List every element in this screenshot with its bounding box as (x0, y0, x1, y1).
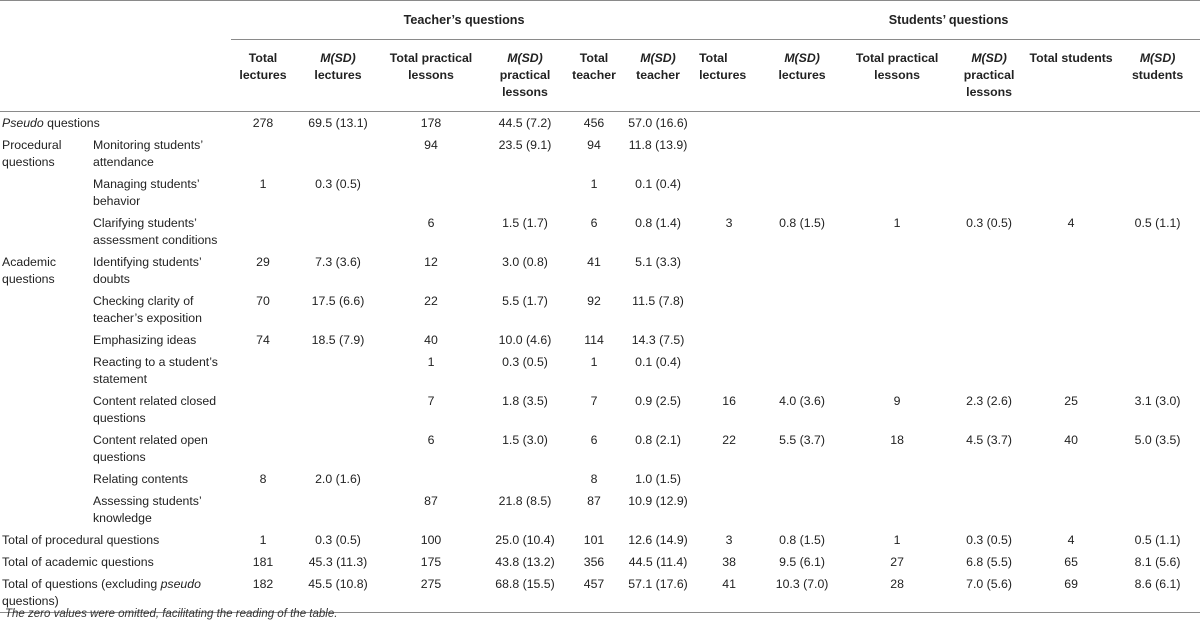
value-cell: 0.5 (1.1) (1134, 533, 1181, 547)
table-row (0, 112, 1200, 135)
value-cell (761, 112, 843, 135)
value-cell (697, 251, 761, 290)
value-cell: 7.0 (5.6) (951, 573, 1027, 613)
value-cell (697, 134, 761, 173)
value-cell: 12.6 (14.9) (628, 533, 688, 547)
col-teacher-msd-teacher (619, 40, 697, 112)
value-cell: 65 (1064, 555, 1078, 569)
col-teacher-total-lectures: Total lectures (231, 40, 295, 112)
value-cell: 1.5 (1.7) (502, 216, 548, 230)
value-cell: 87 (587, 494, 601, 508)
value-cell: 5.0 (3.5) (1134, 433, 1181, 447)
col-teacher-msd-lectures (295, 40, 381, 112)
subcategory-label: Content related closed questions (93, 394, 217, 425)
category-label (0, 429, 91, 468)
value-cell (231, 134, 295, 173)
value-cell: 8.6 (6.1) (1115, 573, 1200, 613)
value-cell: 45.3 (11.3) (308, 555, 368, 569)
value-cell: 1 (259, 533, 267, 547)
category-label: Academic questions (2, 255, 56, 286)
subcategory-label: Emphasizing ideas (93, 333, 197, 347)
value-cell: 68.8 (15.5) (481, 573, 569, 613)
value-cell (295, 351, 381, 390)
msd-suffix: practical lessons (963, 68, 1015, 99)
group-students-questions: Students’ questions (697, 1, 1200, 40)
value-cell: 8 (259, 472, 267, 486)
value-cell: 29 (256, 255, 270, 269)
value-cell (843, 173, 951, 212)
value-cell (843, 251, 951, 290)
value-cell (951, 173, 1027, 212)
table-footnote: The zero values were omitted, facilitating the reading of the table. (5, 608, 338, 620)
value-cell (951, 134, 1027, 173)
col-students-total-lectures: Total lectures (697, 40, 761, 112)
value-cell (295, 490, 381, 529)
value-cell: 27 (890, 555, 904, 569)
value-cell: 3.0 (0.8) (502, 255, 548, 269)
value-cell (1115, 112, 1200, 135)
value-cell: 1.5 (3.0) (502, 433, 548, 447)
value-cell: 100 (420, 533, 442, 547)
value-cell: 10.3 (7.0) (761, 573, 843, 613)
value-cell: 101 (583, 533, 605, 547)
subcategory-label: Managing students’ behavior (93, 177, 200, 208)
value-cell (951, 112, 1027, 135)
value-cell (761, 290, 843, 329)
col-teacher-total-practical: Total practical lessons (381, 40, 481, 112)
value-cell: 0.9 (2.5) (635, 394, 681, 408)
value-cell: 14.3 (7.5) (631, 333, 685, 347)
msd-label: M(SD) (971, 51, 1007, 65)
msd-suffix: lectures (314, 68, 362, 82)
value-cell: 1.0 (1.5) (635, 472, 681, 486)
value-cell (697, 112, 761, 135)
value-cell (381, 468, 481, 490)
value-cell (761, 490, 843, 529)
table-row (0, 134, 1200, 173)
value-cell (1115, 351, 1200, 390)
value-cell: 11.5 (7.8) (632, 294, 684, 308)
group-header-row (0, 1, 1200, 40)
category-label (0, 468, 91, 490)
value-cell: 5.5 (3.7) (779, 433, 825, 447)
value-cell: 8.1 (5.6) (1134, 555, 1181, 569)
subcategory-label: Identifying students’ doubts (93, 255, 202, 286)
category-label (0, 351, 91, 390)
pseudo-label-rest: questions (43, 116, 100, 130)
value-cell: 0.3 (0.5) (315, 177, 361, 191)
value-cell: 18 (890, 433, 904, 447)
value-cell: 23.5 (9.1) (498, 138, 552, 152)
value-cell (761, 173, 843, 212)
value-cell (843, 351, 951, 390)
value-cell (697, 490, 761, 529)
col-students-msd-students (1115, 40, 1200, 112)
category-label (0, 212, 91, 251)
table-row (0, 429, 1200, 468)
subcategory-label: Clarifying students’ assessment conditions (93, 216, 218, 247)
value-cell: 1 (893, 216, 901, 230)
value-cell: 182 (231, 573, 295, 613)
value-cell: 43.8 (13.2) (495, 555, 555, 569)
category-label (0, 173, 91, 212)
value-cell: 1 (893, 533, 901, 547)
subcategory-label: Relating contents (93, 472, 189, 486)
msd-suffix: teacher (636, 68, 680, 82)
value-cell: 6 (590, 216, 598, 230)
header-blank (0, 1, 231, 40)
value-cell: 6.8 (5.5) (966, 555, 1012, 569)
value-cell: 0.3 (0.5) (966, 533, 1012, 547)
group-teacher-questions: Teacher’s questions (231, 1, 697, 40)
value-cell: 0.3 (0.5) (315, 533, 361, 547)
value-cell (1115, 173, 1200, 212)
value-cell: 2.3 (2.6) (966, 394, 1012, 408)
value-cell: 87 (424, 494, 438, 508)
value-cell: 1 (590, 355, 598, 369)
value-cell: 0.8 (1.5) (779, 533, 825, 547)
value-cell: 40 (424, 333, 438, 347)
subcategory-label: Monitoring students’ attendance (93, 138, 203, 169)
value-cell (1027, 173, 1115, 212)
value-cell: 25 (1064, 394, 1078, 408)
value-cell: 5.1 (3.3) (635, 255, 681, 269)
subcategory-label: Content related open questions (93, 433, 208, 464)
value-cell (843, 134, 951, 173)
value-cell (1027, 490, 1115, 529)
msd-label: M(SD) (640, 51, 676, 65)
value-cell (1027, 112, 1115, 135)
value-cell: 275 (381, 573, 481, 613)
value-cell: 0.8 (1.5) (779, 216, 825, 230)
value-cell: 356 (583, 555, 605, 569)
value-cell (1027, 290, 1115, 329)
value-cell (951, 351, 1027, 390)
value-cell: 4.5 (3.7) (966, 433, 1012, 447)
total-label-part: Total of questions (excluding (2, 577, 161, 591)
total-row-academic (0, 551, 1200, 573)
value-cell: 18.5 (7.9) (311, 333, 365, 347)
value-cell (843, 329, 951, 351)
value-cell: 3.1 (3.0) (1134, 394, 1181, 408)
value-cell: 4 (1067, 216, 1075, 230)
value-cell: 178 (420, 116, 442, 130)
table-row (0, 212, 1200, 251)
value-cell: 3 (725, 216, 733, 230)
value-cell: 2.0 (1.6) (315, 472, 361, 486)
value-cell (1115, 468, 1200, 490)
value-cell: 1 (590, 177, 598, 191)
msd-label: M(SD) (784, 51, 820, 65)
row-label (0, 112, 231, 135)
value-cell: 0.3 (0.5) (502, 355, 548, 369)
value-cell (231, 390, 295, 429)
category-label (0, 490, 91, 529)
msd-suffix: practical lessons (499, 68, 551, 99)
value-cell (951, 329, 1027, 351)
value-cell: 41 (697, 573, 761, 613)
value-cell (1027, 468, 1115, 490)
value-cell (697, 173, 761, 212)
value-cell: 9 (893, 394, 901, 408)
value-cell: 38 (722, 555, 736, 569)
value-cell (761, 468, 843, 490)
value-cell: 0.8 (1.4) (635, 216, 681, 230)
value-cell: 181 (252, 555, 274, 569)
value-cell: 10.9 (12.9) (628, 494, 688, 508)
value-cell (843, 468, 951, 490)
value-cell: 12 (424, 255, 438, 269)
value-cell (697, 351, 761, 390)
table-row (0, 173, 1200, 212)
value-cell (1027, 134, 1115, 173)
value-cell (697, 290, 761, 329)
value-cell (1027, 351, 1115, 390)
subcategory-label: Assessing students’ knowledge (93, 494, 202, 525)
col-students-msd-practical (951, 40, 1027, 112)
value-cell (1115, 490, 1200, 529)
col-teacher-msd-practical (481, 40, 569, 112)
value-cell: 69 (1027, 573, 1115, 613)
table-row (0, 490, 1200, 529)
value-cell (843, 290, 951, 329)
msd-suffix: students (1131, 68, 1184, 82)
value-cell: 5.5 (1.7) (502, 294, 548, 308)
value-cell: 278 (252, 116, 274, 130)
value-cell: 7 (590, 394, 598, 408)
value-cell (697, 468, 761, 490)
value-cell (231, 429, 295, 468)
total-label: Total of procedural questions (2, 533, 160, 547)
msd-label: M(SD) (1139, 51, 1176, 65)
value-cell: 6 (427, 433, 435, 447)
value-cell: 74 (256, 333, 270, 347)
msd-suffix: lectures (778, 68, 826, 82)
value-cell: 57.1 (17.6) (619, 573, 697, 613)
value-cell (231, 490, 295, 529)
value-cell (761, 134, 843, 173)
total-row-questions (0, 573, 1200, 613)
msd-label: M(SD) (507, 51, 543, 65)
table-row (0, 390, 1200, 429)
value-cell: 40 (1064, 433, 1078, 447)
value-cell: 0.1 (0.4) (635, 355, 681, 369)
value-cell: 456 (583, 116, 605, 130)
value-cell (1027, 251, 1115, 290)
total-label (0, 573, 231, 613)
category-label: Procedural questions (2, 138, 62, 169)
subcategory-label: Reacting to a student’s statement (93, 355, 218, 386)
value-cell: 1 (259, 177, 267, 191)
value-cell: 92 (587, 294, 601, 308)
value-cell (843, 112, 951, 135)
value-cell: 94 (587, 138, 601, 152)
value-cell: 69.5 (13.1) (308, 116, 368, 130)
value-cell: 8 (590, 472, 598, 486)
value-cell: 16 (722, 394, 736, 408)
value-cell (481, 173, 569, 212)
value-cell (951, 468, 1027, 490)
col-students-msd-lectures (761, 40, 843, 112)
value-cell: 1.8 (3.5) (502, 394, 548, 408)
msd-label: M(SD) (320, 51, 356, 65)
value-cell: 6 (427, 216, 435, 230)
value-cell (1115, 134, 1200, 173)
value-cell: 175 (420, 555, 442, 569)
value-cell: 1 (427, 355, 435, 369)
value-cell: 17.5 (6.6) (311, 294, 365, 308)
table-row (0, 290, 1200, 329)
value-cell (295, 212, 381, 251)
value-cell: 22 (424, 294, 438, 308)
value-cell: 25.0 (10.4) (495, 533, 555, 547)
value-cell (761, 329, 843, 351)
total-label: Total of academic questions (2, 555, 154, 569)
value-cell: 45.5 (10.8) (295, 573, 381, 613)
value-cell: 70 (256, 294, 270, 308)
value-cell (1115, 251, 1200, 290)
value-cell (295, 429, 381, 468)
value-cell (1115, 290, 1200, 329)
value-cell (295, 134, 381, 173)
subcategory-label: Checking clarity of teacher’s exposition (93, 294, 202, 325)
value-cell (231, 351, 295, 390)
pseudo-italic-label: Pseudo (2, 116, 44, 130)
value-cell: 44.5 (11.4) (628, 555, 688, 569)
value-cell (481, 468, 569, 490)
total-label-part: questions) (2, 594, 59, 608)
col-teacher-total-teacher: Total teacher (569, 40, 619, 112)
value-cell (761, 251, 843, 290)
value-cell: 11.8 (13.9) (628, 138, 688, 152)
value-cell (843, 490, 951, 529)
category-label (0, 290, 91, 329)
total-label-italic: pseudo (160, 577, 201, 591)
value-cell (951, 251, 1027, 290)
value-cell (1027, 329, 1115, 351)
value-cell: 0.8 (2.1) (635, 433, 681, 447)
column-header-row (0, 40, 1200, 112)
value-cell: 0.5 (1.1) (1134, 216, 1181, 230)
table-row (0, 351, 1200, 390)
table-row (0, 329, 1200, 351)
value-cell (381, 173, 481, 212)
header-blank-2 (0, 40, 231, 112)
value-cell (951, 290, 1027, 329)
value-cell: 7.3 (3.6) (315, 255, 361, 269)
value-cell: 28 (843, 573, 951, 613)
value-cell (231, 212, 295, 251)
value-cell: 21.8 (8.5) (498, 494, 552, 508)
value-cell: 0.3 (0.5) (966, 216, 1012, 230)
value-cell: 457 (569, 573, 619, 613)
value-cell (761, 351, 843, 390)
value-cell: 10.0 (4.6) (498, 333, 552, 347)
value-cell: 7 (427, 394, 435, 408)
table-row (0, 468, 1200, 490)
category-label (0, 329, 91, 351)
value-cell: 114 (584, 333, 604, 347)
category-label (0, 390, 91, 429)
value-cell: 9.5 (6.1) (779, 555, 825, 569)
value-cell: 94 (424, 138, 438, 152)
value-cell (1115, 329, 1200, 351)
col-students-total-students: Total students (1027, 40, 1115, 112)
value-cell: 44.5 (7.2) (498, 116, 552, 130)
value-cell (295, 390, 381, 429)
value-cell: 4.0 (3.6) (779, 394, 825, 408)
value-cell: 41 (587, 255, 601, 269)
value-cell: 6 (590, 433, 598, 447)
value-cell: 57.0 (16.6) (628, 116, 688, 130)
value-cell: 22 (722, 433, 736, 447)
value-cell: 0.1 (0.4) (635, 177, 681, 191)
table-row (0, 251, 1200, 290)
value-cell (697, 329, 761, 351)
value-cell: 4 (1067, 533, 1075, 547)
col-students-total-practical: Total practical lessons (843, 40, 951, 112)
total-row-procedural (0, 529, 1200, 551)
value-cell (951, 490, 1027, 529)
value-cell: 3 (725, 533, 733, 547)
